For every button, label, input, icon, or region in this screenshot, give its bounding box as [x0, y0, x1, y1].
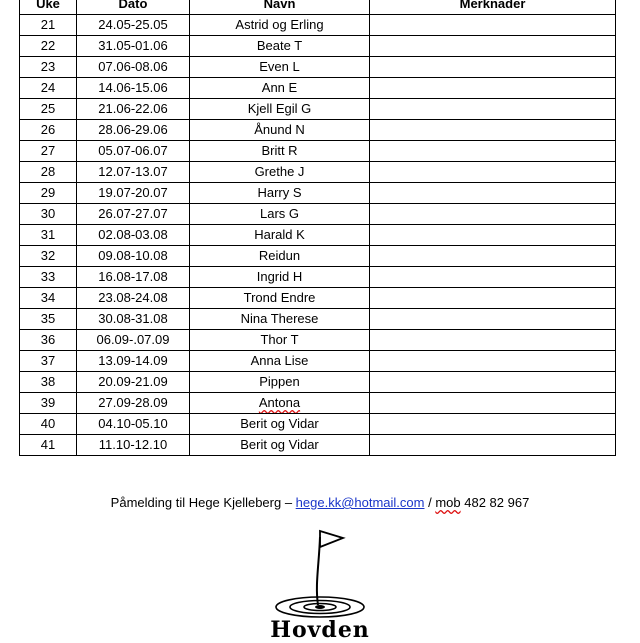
- cell-dato: 07.06-08.06: [77, 57, 190, 78]
- cell-merknader: [370, 330, 616, 351]
- cell-navn: Beate T: [190, 36, 370, 57]
- header-navn: Navn: [190, 0, 370, 15]
- cell-uke: 31: [20, 225, 77, 246]
- cell-navn: Berit og Vidar: [190, 414, 370, 435]
- cell-navn: Pippen: [190, 372, 370, 393]
- cell-uke: 35: [20, 309, 77, 330]
- header-dato: Dato: [77, 0, 190, 15]
- cell-uke: 34: [20, 288, 77, 309]
- cell-dato: 31.05-01.06: [77, 36, 190, 57]
- cell-dato: 11.10-12.10: [77, 435, 190, 456]
- hovden-logo: [265, 525, 375, 643]
- cell-navn: Lars G: [190, 204, 370, 225]
- registration-prefix: Påmelding til Hege Kjelleberg –: [110, 495, 296, 510]
- cell-dato: 06.09-.07.09: [77, 330, 190, 351]
- cell-dato: 27.09-28.09: [77, 393, 190, 414]
- table-row: [20, 15, 616, 36]
- cell-uke: 28: [20, 162, 77, 183]
- cell-merknader: [370, 162, 616, 183]
- cell-merknader: [370, 435, 616, 456]
- cell-uke: 25: [20, 99, 77, 120]
- cell-navn: Astrid og Erling: [190, 15, 370, 36]
- cell-dato: 09.08-10.08: [77, 246, 190, 267]
- table-row: [20, 435, 616, 456]
- schedule-table: [19, 0, 616, 456]
- table-row: [20, 57, 616, 78]
- cell-uke: 21: [20, 15, 77, 36]
- cell-merknader: [370, 36, 616, 57]
- cell-uke: 37: [20, 351, 77, 372]
- table-header-row: [20, 0, 616, 15]
- table-row: [20, 246, 616, 267]
- cell-dato: 21.06-22.06: [77, 99, 190, 120]
- cell-dato: 14.06-15.06: [77, 78, 190, 99]
- cell-uke: 22: [20, 36, 77, 57]
- cell-navn: Anna Lise: [190, 351, 370, 372]
- table-row: [20, 78, 616, 99]
- cell-dato: 26.07-27.07: [77, 204, 190, 225]
- email-link[interactable]: hege.kk@hotmail.com: [295, 495, 425, 510]
- spelling-flag: Antona: [258, 395, 301, 410]
- cell-navn: Grethe J: [190, 162, 370, 183]
- table-row: [20, 330, 616, 351]
- cell-navn: Ann E: [190, 78, 370, 99]
- cell-dato: 24.05-25.05: [77, 15, 190, 36]
- cell-merknader: [370, 204, 616, 225]
- cell-navn: [190, 393, 370, 414]
- cell-merknader: [370, 183, 616, 204]
- cell-uke: 36: [20, 330, 77, 351]
- table-row: [20, 162, 616, 183]
- cell-merknader: [370, 351, 616, 372]
- cell-dato: 04.10-05.10: [77, 414, 190, 435]
- phone-number: 482 82 967: [460, 495, 530, 510]
- cell-uke: 24: [20, 78, 77, 99]
- cell-navn: Reidun: [190, 246, 370, 267]
- cell-uke: 30: [20, 204, 77, 225]
- cell-merknader: [370, 99, 616, 120]
- cell-merknader: [370, 288, 616, 309]
- cell-uke: 32: [20, 246, 77, 267]
- cell-navn: Thor T: [190, 330, 370, 351]
- cell-uke: 23: [20, 57, 77, 78]
- schedule-body: [20, 15, 616, 456]
- mob-label: mob: [435, 495, 461, 510]
- cell-uke: 29: [20, 183, 77, 204]
- cell-merknader: [370, 393, 616, 414]
- cell-dato: 02.08-03.08: [77, 225, 190, 246]
- table-row: [20, 351, 616, 372]
- cell-merknader: [370, 372, 616, 393]
- cell-merknader: [370, 246, 616, 267]
- table-row: [20, 267, 616, 288]
- table-row: [20, 120, 616, 141]
- table-row: [20, 99, 616, 120]
- cell-uke: 40: [20, 414, 77, 435]
- cell-uke: 38: [20, 372, 77, 393]
- cell-dato: 13.09-14.09: [77, 351, 190, 372]
- cell-merknader: [370, 267, 616, 288]
- cell-navn: Britt R: [190, 141, 370, 162]
- cell-merknader: [370, 141, 616, 162]
- golf-flag-icon: [265, 525, 375, 625]
- cell-merknader: [370, 78, 616, 99]
- cell-dato: 20.09-21.09: [77, 372, 190, 393]
- cell-merknader: [370, 225, 616, 246]
- cell-navn: Harald K: [190, 225, 370, 246]
- table-row: [20, 141, 616, 162]
- header-uke: Uke: [20, 0, 77, 15]
- table-row: [20, 183, 616, 204]
- cell-dato: 12.07-13.07: [77, 162, 190, 183]
- cell-merknader: [370, 309, 616, 330]
- cell-merknader: [370, 414, 616, 435]
- cell-navn: Berit og Vidar: [190, 435, 370, 456]
- table-row: [20, 372, 616, 393]
- cell-uke: 33: [20, 267, 77, 288]
- cell-uke: 41: [20, 435, 77, 456]
- table-row: [20, 204, 616, 225]
- cell-merknader: [370, 15, 616, 36]
- cell-navn: Even L: [190, 57, 370, 78]
- table-row: [20, 36, 616, 57]
- cell-merknader: [370, 57, 616, 78]
- cell-dato: 19.07-20.07: [77, 183, 190, 204]
- cell-navn: Nina Therese: [190, 309, 370, 330]
- cell-navn: Ingrid H: [190, 267, 370, 288]
- cell-uke: 27: [20, 141, 77, 162]
- table-row: [20, 225, 616, 246]
- table-row: [20, 288, 616, 309]
- logo-text: Hovden: [270, 617, 370, 643]
- table-row: [20, 309, 616, 330]
- cell-dato: 28.06-29.06: [77, 120, 190, 141]
- cell-dato: 30.08-31.08: [77, 309, 190, 330]
- separator: /: [424, 495, 436, 510]
- cell-navn: Ånund N: [190, 120, 370, 141]
- cell-dato: 23.08-24.08: [77, 288, 190, 309]
- cell-merknader: [370, 120, 616, 141]
- cell-navn: Harry S: [190, 183, 370, 204]
- cell-dato: 16.08-17.08: [77, 267, 190, 288]
- cell-dato: 05.07-06.07: [77, 141, 190, 162]
- cell-navn: Trond Endre: [190, 288, 370, 309]
- registration-line: [0, 494, 640, 512]
- cell-navn: Kjell Egil G: [190, 99, 370, 120]
- cell-uke: 39: [20, 393, 77, 414]
- table-row: [20, 414, 616, 435]
- table-row: [20, 393, 616, 414]
- cell-uke: 26: [20, 120, 77, 141]
- header-merknader: Merknader: [370, 0, 616, 15]
